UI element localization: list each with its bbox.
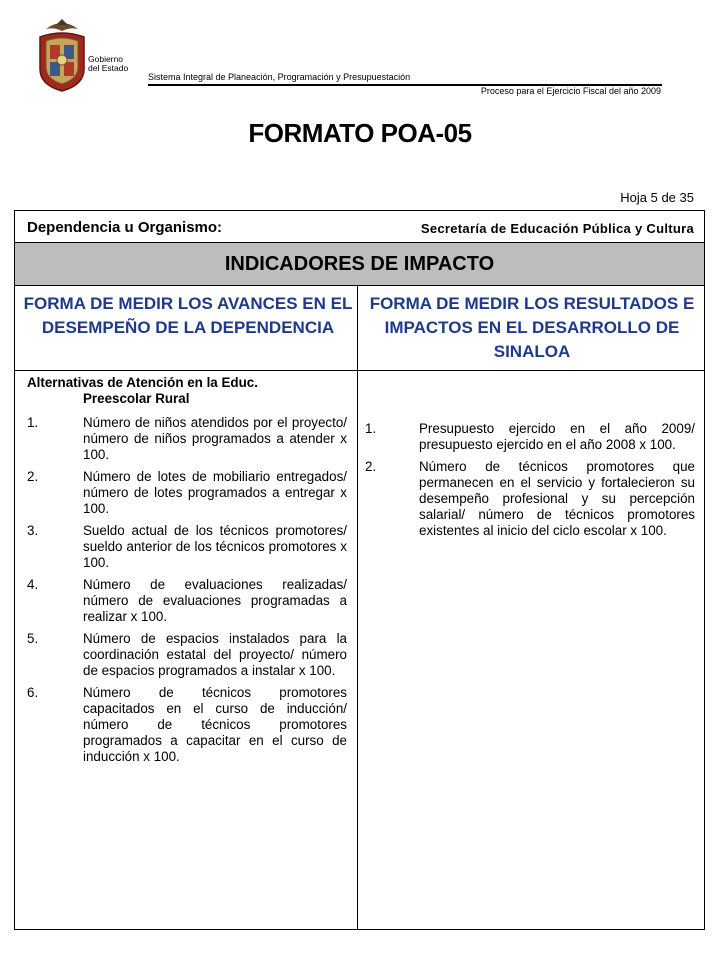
left-indicator-list <box>27 415 347 765</box>
list-item <box>27 577 347 625</box>
item-text: Número de lotes de mobiliario entregados/ número de lotes programados a entregar x 100. <box>83 469 347 516</box>
column-divider <box>357 286 358 930</box>
dependency-value: Secretaría de Educación Pública y Cultura <box>420 221 694 236</box>
section-title: INDICADORES DE IMPACTO <box>15 243 704 286</box>
list-item <box>27 415 347 463</box>
system-name: Sistema Integral de Planeación, Programación y Presupuestación <box>148 72 411 82</box>
page-indicator: Hoja 5 de 35 <box>620 190 694 205</box>
item-number: 2. <box>365 459 377 474</box>
right-indicator-list <box>365 421 695 539</box>
item-text: Número de técnicos promotores que permanecen en el servicio y fortalecieron su desempeño profesional y su percepción salarial/ número de técnicos promotores existentes al inicio del ciclo escolar x 100. <box>419 459 695 538</box>
indicators-table <box>14 210 705 930</box>
right-column-content <box>365 421 695 545</box>
page-title: FORMATO POA-05 <box>248 118 472 148</box>
column-headers <box>15 286 704 371</box>
list-item <box>27 631 347 679</box>
state-seal-logo <box>36 15 88 95</box>
list-item <box>27 523 347 571</box>
program-title-line-2: Preescolar Rural <box>83 391 190 406</box>
government-line-1: Gobierno <box>88 54 123 64</box>
right-column-header: FORMA DE MEDIR LOS RESULTADOS E IMPACTOS EN EL DESARROLLO DE SINALOA <box>369 294 695 361</box>
item-number: 6. <box>27 685 39 700</box>
process-line: Proceso para el Ejercicio Fiscal del año 2009 <box>480 86 661 96</box>
item-text: Número de técnicos promotores capacitados en el curso de inducción/ número de técnicos promotores programados a capacitar en el curso de inducción x 100. <box>83 685 347 764</box>
item-number: 1. <box>365 421 377 436</box>
item-number: 2. <box>27 469 39 484</box>
left-column-header: FORMA DE MEDIR LOS AVANCES EN EL DESEMPEÑO DE LA DEPENDENCIA <box>23 294 353 337</box>
dependency-row <box>15 211 704 243</box>
program-title <box>27 375 347 407</box>
item-text: Número de evaluaciones realizadas/ número de evaluaciones programadas a realizar x 100. <box>83 577 347 624</box>
list-item <box>365 421 695 453</box>
list-item <box>365 459 695 539</box>
left-column-content <box>27 375 347 771</box>
list-item <box>27 685 347 765</box>
item-number: 1. <box>27 415 39 430</box>
item-text: Número de espacios instalados para la coordinación estatal del proyecto/ número de espacios programados a instalar x 100. <box>83 631 347 678</box>
item-number: 4. <box>27 577 39 592</box>
program-title-line-1: Alternativas de Atención en la Educ. <box>27 375 258 390</box>
list-item <box>27 469 347 517</box>
item-text: Número de niños atendidos por el proyecto/ número de niños programados a atender x 100. <box>83 415 347 462</box>
item-number: 3. <box>27 523 39 538</box>
government-line-2: del Estado <box>88 63 129 73</box>
item-number: 5. <box>27 631 39 646</box>
item-text: Sueldo actual de los técnicos promotores/ sueldo anterior de los técnicos promotores x 100. <box>83 523 347 570</box>
government-label <box>88 55 128 73</box>
dependency-label: Dependencia u Organismo: <box>27 219 223 236</box>
item-text: Presupuesto ejercido en el año 2009/ presupuesto ejercido en el año 2008 x 100. <box>419 421 695 452</box>
